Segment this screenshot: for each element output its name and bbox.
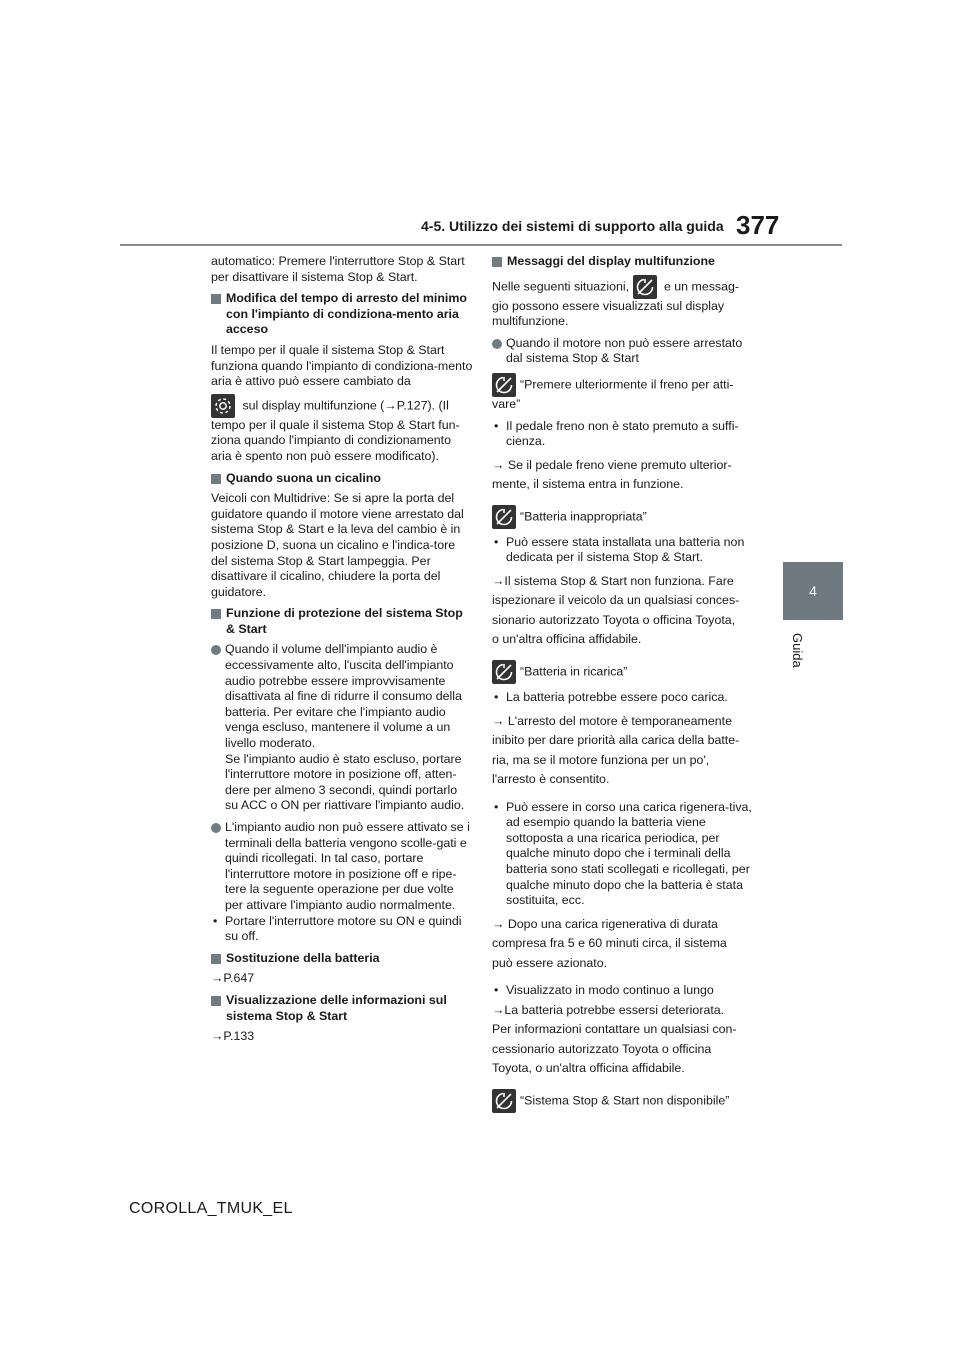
sub-bullet-item: • La batteria potrebbe essere poco carica.	[492, 690, 760, 706]
action-text: → Se il pedale freno viene premuto ulterior-	[492, 457, 732, 472]
sub-bullet-item: • Può essere in corso una carica rigenera-tiva, ad esempio quando la batteria viene sottoposta a una ricarica periodica, per qualche minuto dopo che i terminali della batteria sono stati scollegati e ricollegati, per qualche minuto dopo che la batteria è stata sostituita, ecc.	[492, 800, 760, 909]
action-text: o un'altra officina affidabile.	[492, 632, 642, 647]
sub-bullet-item: • Può essere stata installata una batteria non dedicata per il sistema Stop & Start.	[492, 535, 760, 566]
action-text: →La batteria potrebbe essersi deteriorata.	[492, 1002, 725, 1017]
section-heading: Modifica del tempo di arresto del minimo con l'impianto di condiziona-mento aria acceso	[211, 291, 473, 338]
section-heading: Funzione di protezione del sistema Stop & Start	[211, 606, 473, 637]
action-text: compresa fra 5 e 60 minuti circa, il sistema	[492, 936, 727, 951]
action-text: l'arresto è consentito.	[492, 772, 610, 787]
paragraph: Veicoli con Multidrive: Se si apre la porta del guidatore quando il motore viene arrestato dal sistema Stop & Start e la leva del cambio è in posizione D, suona un cicalino e l'indica-tore del sistema Stop & Start lampeggia. Per disattivare il cicalino, chiudere la porta del guidatore.	[211, 491, 464, 599]
bullet-item: Quando il volume dell'impianto audio è eccessivamente alto, l'uscita dell'impianto audio potrebbe essere improvvisamente disattivata al fine di ridurre il consumo della batteria. Per evitare che l'impianto audio venga escluso, mantenere il volume a un livello moderato.	[211, 642, 473, 751]
display-message: “Sistema Stop & Start non disponibile”	[492, 1089, 760, 1113]
action-text: sionario autorizzato Toyota o officina Toyota,	[492, 612, 736, 627]
action-text: Toyota, o un'altra officina affidabile.	[492, 1061, 685, 1076]
paragraph: Nelle seguenti situazioni, e un messag-	[492, 275, 760, 299]
sub-bullet-item: • Visualizzato in modo continuo a lungo	[492, 983, 760, 999]
paragraph: automatico: Premere l'interruttore Stop & Start per disattivare il sistema Stop & Start.	[211, 254, 465, 284]
action-text: ria, ma se il motore funziona per un po',	[492, 752, 710, 767]
section-heading: Quando suona un cicalino	[211, 471, 473, 487]
display-message: “Premere ulteriormente il freno per atti-	[492, 373, 760, 397]
stop-start-indicator-icon	[492, 373, 516, 397]
header-rule	[120, 244, 842, 246]
display-message: vare”	[492, 396, 521, 411]
section-heading: Messaggi del display multifunzione	[492, 254, 760, 270]
chapter-tab: 4	[783, 562, 843, 620]
paragraph: sul display multifunzione (→P.127). (Il	[211, 394, 473, 418]
chapter-side-label: Guida	[790, 633, 805, 668]
page-reference: →P.133	[211, 1029, 255, 1044]
action-text: cessionario autorizzato Toyota o officina	[492, 1041, 712, 1056]
action-text: inibito per dare priorità alla carica della batte-	[492, 733, 740, 748]
bullet-item: Quando il motore non può essere arrestato dal sistema Stop & Start	[492, 336, 760, 367]
page-reference: →P.647	[211, 971, 255, 986]
page-number: 377	[736, 210, 780, 240]
action-text: Per informazioni contattare un qualsiasi con-	[492, 1022, 737, 1037]
action-text: →Il sistema Stop & Start non funziona. Fare	[492, 573, 734, 588]
sub-bullet-item: • Portare l'interruttore motore su ON e quindi su off.	[211, 914, 473, 945]
paragraph: Se l'impianto audio è stato escluso, portare l'interruttore motore in posizione off, atten-dere per almeno 3 secondi, quindi portarlo su ACC o ON per riattivare l'impianto audio.	[225, 751, 465, 813]
display-message: “Batteria in ricarica”	[492, 660, 760, 684]
sub-bullet-item: • Il pedale freno non è stato premuto a suffi-cienza.	[492, 419, 760, 450]
action-text: mente, il sistema entra in funzione.	[492, 477, 684, 492]
action-text: → L'arresto del motore è temporaneamente	[492, 713, 732, 728]
stop-start-indicator-icon	[633, 275, 657, 299]
paragraph: gio possono essere visualizzati sul display multifunzione.	[492, 298, 725, 329]
section-heading: Sostituzione della batteria	[211, 951, 473, 967]
left-column	[211, 254, 473, 1051]
section-heading: Visualizzazione delle informazioni sul sistema Stop & Start	[211, 993, 473, 1024]
footer-model-code: COROLLA_TMUK_EL	[129, 1200, 293, 1217]
action-text: può essere azionato.	[492, 955, 608, 970]
stop-start-indicator-icon	[492, 660, 516, 684]
paragraph: Il tempo per il quale il sistema Stop & Start funziona quando l'impianto di condiziona-mento aria è attivo può essere cambiato da	[211, 342, 473, 389]
stop-start-indicator-icon	[492, 1089, 516, 1113]
stop-start-indicator-icon	[492, 505, 516, 529]
section-title: 4-5. Utilizzo dei sistemi di supporto alla guida	[421, 218, 724, 234]
settings-gear-icon	[211, 394, 235, 418]
right-column	[492, 254, 760, 1119]
display-message: “Batteria inappropriata”	[492, 505, 760, 529]
action-text: ispezionare il veicolo da un qualsiasi conces-	[492, 593, 740, 608]
action-text: → Dopo una carica rigenerativa di durata	[492, 916, 718, 931]
bullet-item: L'impianto audio non può essere attivato se i terminali della batteria vengono scolle-gati e quindi ricollegati. In tal caso, portare l'interruttore motore in posizione off e ripe-tere la seguente operazione per due volte per attivare l'impianto audio normalmente.	[211, 820, 473, 914]
paragraph: tempo per il quale il sistema Stop & Start fun-ziona quando l'impianto di condizionamento aria è spento non può essere modificato).	[211, 417, 460, 463]
